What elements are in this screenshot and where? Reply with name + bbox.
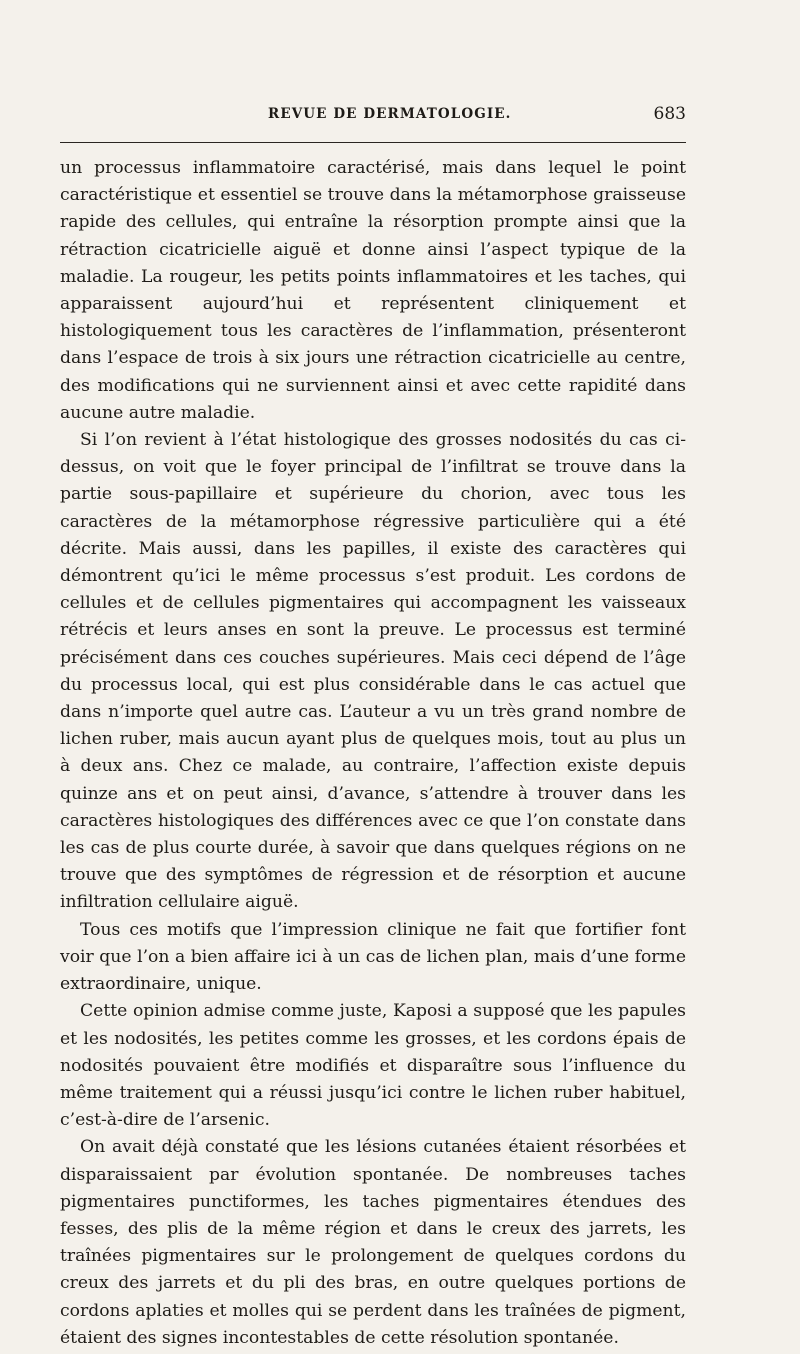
page-number: 683 xyxy=(653,104,686,124)
paragraph-5: On avait déjà constaté que les lésions cutanées étaient résorbées et disparaissaient par évolution spontanée. De nombreuses taches pigmentaires punctiformes, les taches pigmentaires étendues des fesses, des plis de la même région et dans le creux des jarrets, les traînées pigmentaires sur le prolongement de quelques cordons du creux des jarrets et du pli des bras, en outre quelques portions de cordons aplaties et molles qui se perdent dans les traînées de pigment, étaient des signes incontestables de cette résolution spontanée. xyxy=(60,1137,686,1348)
paragraph-3: Tous ces motifs que l’impression clinique ne fait que fortifier font voir que l’on a bien affaire ici à un cas de lichen plan, mais d’une forme extraordinaire, unique. xyxy=(60,919,686,995)
body-text xyxy=(60,155,686,1352)
header-rule xyxy=(60,142,686,143)
running-title: REVUE DE DERMATOLOGIE. xyxy=(268,106,512,122)
paragraph-1: un processus inflammatoire caractérisé, mais dans lequel le point caractéristique et essentiel se trouve dans la métamorphose graisseuse rapide des cellules, qui entraîne la résorption prompte ainsi que la rétraction cicatricielle aiguë et donne ainsi l’aspect typique de la maladie. La rougeur, les petits points inflammatoires et les taches, qui apparaissent aujourd’hui et représentent cliniquement et histologiquement tous les caractères de l’inflammation, présenteront dans l’espace de trois à six jours une rétraction cicatricielle au centre, des modifications qui ne surviennent ainsi et avec cette rapidité dans aucune autre maladie. xyxy=(60,158,686,423)
page-header xyxy=(60,106,686,132)
paragraph-4: Cette opinion admise comme juste, Kaposi a supposé que les papules et les nodosités, les petites comme les grosses, et les cordons épais de nodosités pouvaient être modifiés et disparaître sous l’influence du même traitement qui a réussi jusqu’ici contre le lichen ruber habituel, c’est-à-dire de l’arsenic. xyxy=(60,1001,686,1131)
paragraph-2: Si l’on revient à l’état histologique des grosses nodosités du cas ci-dessus, on voit que le foyer principal de l’infiltrat se trouve dans la partie sous-papillaire et supérieure du chorion, avec tous les caractères de la métamorphose régressive particulière qui a été décrite. Mais aussi, dans les papilles, il existe des caractères qui démontrent qu’ici le même processus s’est produit. Les cordons de cellules et de cellules pigmentaires qui accompagnent les vaisseaux rétrécis et leurs anses en sont la preuve. Le processus est terminé précisément dans ces couches supérieures. Mais ceci dépend de l’âge du processus local, qui est plus considérable dans le cas actuel que dans n’importe quel autre cas. L’auteur a vu un très grand nombre de lichen ruber, mais aucun ayant plus de quelques mois, tout au plus un à deux ans. Chez ce malade, au contraire, l’affection existe depuis quinze ans et on peut ainsi, d’avance, s’attendre à trouver dans les caractères histologiques des différences avec ce que l’on constate dans les cas de plus courte durée, à savoir que dans quelques régions on ne trouve que des symptômes de régression et de résorption et aucune infiltration cellulaire aiguë. xyxy=(60,430,686,913)
